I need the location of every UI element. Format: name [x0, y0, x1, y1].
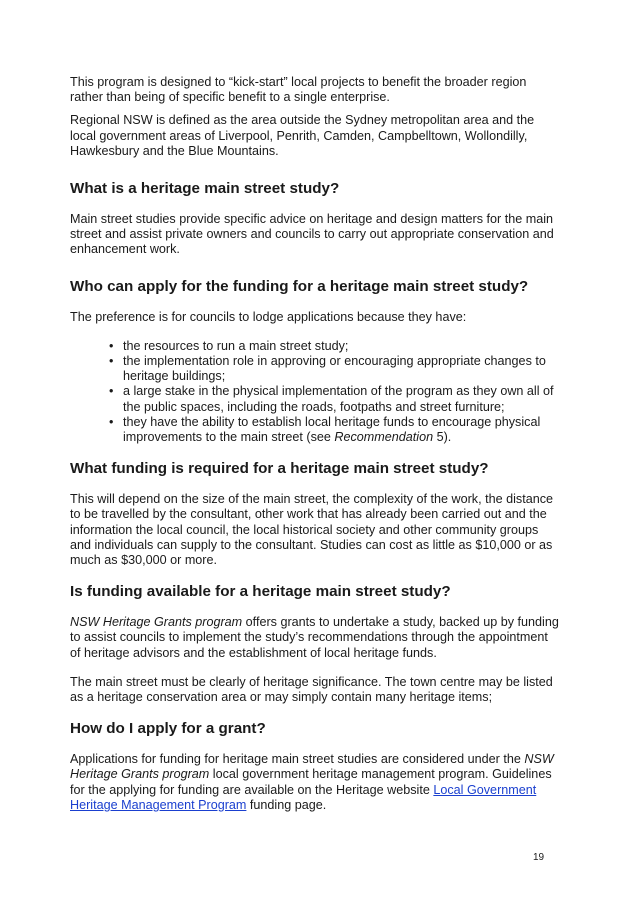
bullet-icon: •: [109, 414, 114, 429]
list-item-text-start: they have the ability to establish local heritage funds to encourage physical improvements to the main street (see: [123, 414, 541, 445]
bullet-icon: •: [109, 384, 114, 399]
paragraph-funding-required: This will depend on the size of the main street, the complexity of the work, the distance to be travelled by the consultant, other work that has already been carried out and the information the local council, the local historical society and other community groups and individuals can supply to the consultant. Studies can cost as little as $10,000 or as much as $30,000 or more.: [70, 492, 554, 568]
list-item: [70, 415, 560, 445]
paragraph-text: funding page.: [246, 797, 327, 812]
list-item-text: a large stake in the physical implementation of the program as they own all of the public spaces, including the roads, footpaths and street furniture;: [123, 384, 554, 414]
heading-funding-available: Is funding available for a heritage main street study?: [70, 583, 451, 601]
list-item-text-end: 5).: [433, 430, 452, 445]
list-item: [70, 384, 560, 414]
heading-funding-required: What funding is required for a heritage main street study?: [70, 460, 489, 478]
bullet-icon: •: [109, 354, 114, 369]
page-content: [70, 75, 560, 813]
paragraph-funding-available-2: The main street must be clearly of heritage significance. The town centre may be listed as a heritage conservation area or may simply contain many heritage items;: [70, 674, 553, 705]
grants-program-name: NSW Heritage Grants program: [70, 752, 554, 782]
paragraph-how-to-apply: [70, 752, 560, 813]
heading-who-can-apply: Who can apply for the funding for a heritage main street study?: [70, 277, 529, 295]
heading-what-is-study: What is a heritage main street study?: [70, 180, 340, 198]
list-item-text: the resources to run a main street study;: [123, 338, 349, 353]
intro-paragraph-1: This program is designed to “kick-start” local projects to benefit the broader region rather than being of specific benefit to a single enterprise.: [70, 75, 527, 105]
bullet-list: [70, 339, 560, 445]
paragraph-funding-available-1: [70, 615, 560, 661]
heading-how-to-apply: How do I apply for a grant?: [70, 720, 266, 738]
recommendation-reference: Recommendation: [334, 430, 434, 445]
bullet-icon: •: [109, 338, 114, 353]
paragraph-who-can-apply: The preference is for councils to lodge applications because they have:: [70, 309, 467, 324]
paragraph-text: offers grants to undertake a study, backed up by funding to assist councils to implement the study’s recommendations through the appointment of heritage advisors and the establishment of local heritage funds.: [70, 615, 559, 660]
list-item-text: [123, 415, 540, 444]
grants-program-name: NSW Heritage Grants program: [70, 615, 243, 630]
heritage-management-program-link[interactable]: Local Government Heritage Management Program: [70, 782, 537, 812]
list-item-text: the implementation role in approving or encouraging appropriate changes to heritage buildings;: [123, 354, 546, 384]
list-item: [70, 339, 560, 354]
paragraph-what-is-study: Main street studies provide specific advice on heritage and design matters for the main street and assist private owners and councils to carry out appropriate conservation and enhancement work.: [70, 212, 554, 257]
page-number: 19: [533, 852, 545, 863]
paragraph-text: Applications for funding for heritage main street studies are considered under the: [70, 752, 525, 767]
list-item: [70, 354, 560, 384]
paragraph-text: local government heritage management program. Guidelines for the applying for funding are available on the Heritage website: [70, 767, 552, 797]
intro-paragraph-2: Regional NSW is defined as the area outside the Sydney metropolitan area and the local government areas of Liverpool, Penrith, Camden, Campbelltown, Wollondilly, Hawkesbury and the Blue Mountains.: [70, 113, 535, 158]
